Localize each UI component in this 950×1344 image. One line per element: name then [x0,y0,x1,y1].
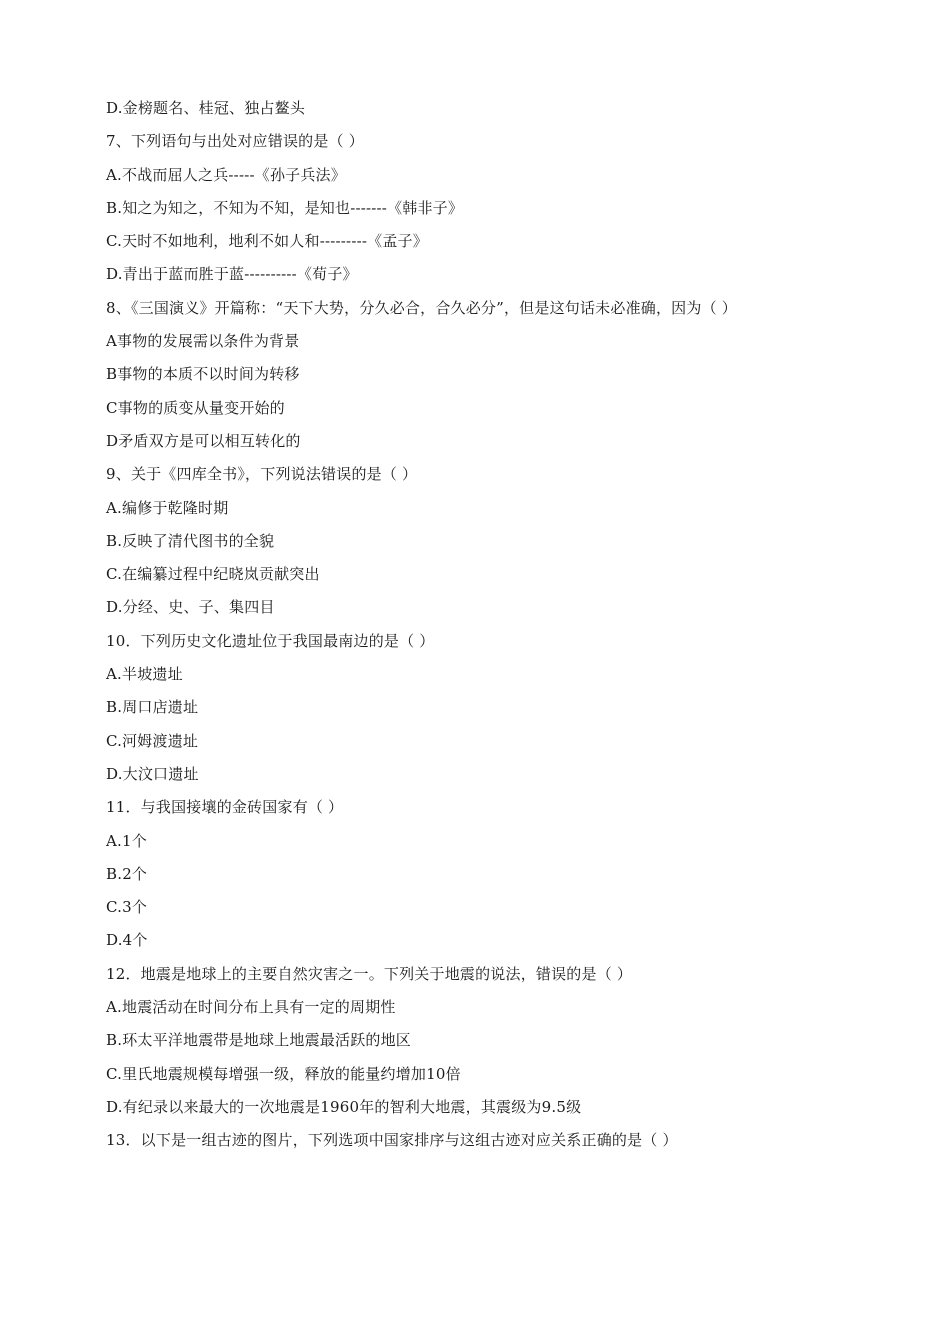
option-9d: D.分经、史、子、集四目 [106,598,275,617]
option-12c: C.里氏地震规模每增强一级，释放的能量约增加10倍 [106,1064,461,1083]
document-page [106,92,906,1158]
option-10b: B.周口店遗址 [106,698,199,717]
option-9b: B.反映了清代图书的全貌 [106,531,275,550]
option-12d: D.有纪录以来最大的一次地震是1960年的智利大地震，其震级为9.5级 [106,1097,582,1116]
question-7: 7、下列语句与出处对应错误的是（ ） [106,132,364,151]
option-11a: A.1个 [106,831,147,850]
option-8c: C事物的质变从量变开始的 [106,398,285,417]
question-13: 13．以下是一组古迹的图片，下列选项中国家排序与这组古迹对应关系正确的是（ ） [106,1131,678,1150]
option-11d: D.4个 [106,931,148,950]
option-10a: A.半坡遗址 [106,665,183,684]
option-8d: D矛盾双方是可以相互转化的 [106,431,301,450]
option-8b: B事物的本质不以时间为转移 [106,365,300,384]
option-10d: D.大汶口遗址 [106,764,199,783]
question-10: 10．下列历史文化遗址位于我国最南边的是（ ） [106,631,435,650]
option-7a: A.不战而屈人之兵-----《孙子兵法》 [106,165,346,184]
option-9c: C.在编纂过程中纪晓岚贡献突出 [106,565,320,584]
option-11c: C.3个 [106,898,148,917]
option-9a: A.编修于乾隆时期 [106,498,229,517]
option-6d: D.金榜题名、桂冠、独占鳌头 [106,99,306,117]
question-12: 12．地震是地球上的主要自然灾害之一。下列关于地震的说法，错误的是（ ） [106,964,633,983]
option-12b: B.环太平洋地震带是地球上地震最活跃的地区 [106,1031,411,1050]
option-7c: C.天时不如地利，地利不如人和---------《孟子》 [106,232,428,251]
option-7d: D.青出于蓝而胜于蓝----------《荀子》 [106,265,358,284]
question-11: 11．与我国接壤的金砖国家有（ ） [106,798,344,817]
question-8: 8、《三国演义》开篇称：“天下大势，分久必合，合久必分”，但是这句话未必准确，因为（ ） [106,298,737,317]
question-9: 9、关于《四库全书》，下列说法错误的是（ ） [106,465,418,484]
option-7b: B.知之为知之，不知为不知，是知也-------《韩非子》 [106,198,464,217]
option-11b: B.2个 [106,864,148,883]
option-12a: A.地震活动在时间分布上具有一定的周期性 [106,998,396,1017]
option-10c: C.河姆渡遗址 [106,731,199,750]
option-8a: A事物的发展需以条件为背景 [106,332,300,351]
